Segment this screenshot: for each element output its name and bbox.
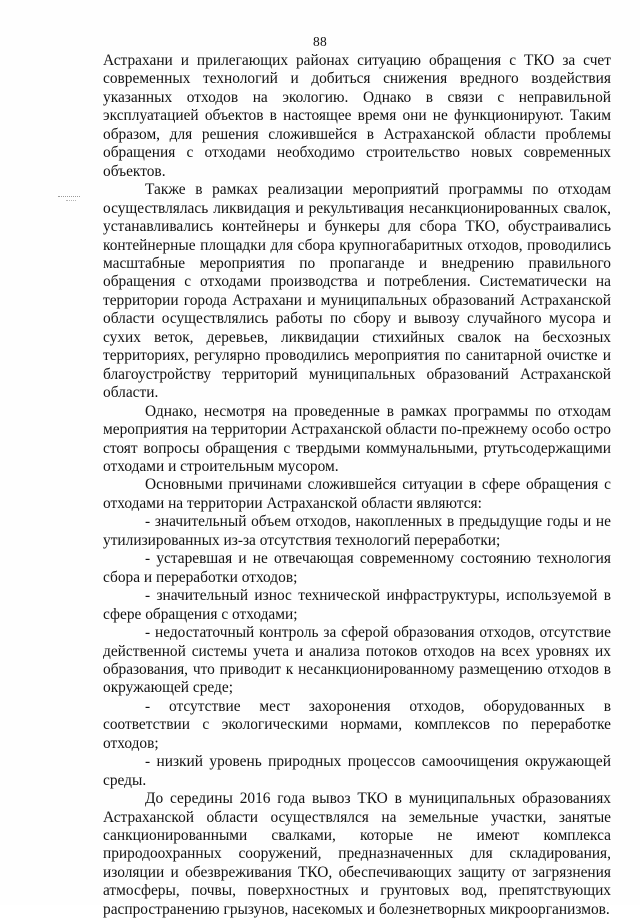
paragraph-continuation: Астрахани и прилегающих районах ситуацию обращения с ТКО за счет современных технологий и добиться снижения вредного воздействия указанных отходов на экологию. Однако в связи с неправильной эксплуатацией объектов в настоящее время они не функционируют. Таким образом, для решения сложившейся в Астраханской области проблемы обращения с отходами необходимо строительство новых современных объектов. — [103, 52, 611, 180]
paragraph-cleanup-measures: Также в рамках реализации мероприятий программы по отходам осуществлялась ликвидация и рекультивация несанкционированных свалок, устанавливались контейнеры и бункеры для сбора ТКО, обустраивались контейнерные площадки для сбора крупногабаритных отходов, проводились масштабные мероприятия по пропаганде и внедрению правильного обращения с отходами производства и потребления. Систематически на территории города Астрахани и муниципальных образований Астраханской области осуществлялись работы по сбору и вывозу случайного мусора и сухих веток, деревьев, ликвидации стихийных свалок на бесхозных территориях, регулярно проводились мероприятия по санитарной очистке и благоустройству территорий муниципальных образований Астраханской области. — [103, 181, 611, 402]
scan-margin-mark — [66, 200, 76, 202]
paragraph-main-reasons: Основными причинами сложившейся ситуации в сфере обращения с отходами на территории Астраханской области являются: — [103, 476, 611, 512]
page-number: 88 — [312, 34, 328, 49]
document-body — [103, 52, 611, 919]
list-item: - недостаточный контроль за сферой образования отходов, отсутствие действенной системы учета и анализа потоков отходов на всех уровнях их образования, что приводит к несанкционированному размещению отходов в окружающей среде; — [103, 624, 611, 697]
list-item: - значительный износ технической инфраструктуры, используемой в сфере обращения с отходами; — [103, 587, 611, 623]
list-item: - значительный объем отходов, накопленных в предыдущие годы и не утилизированных из-за отсутствия технологий переработки; — [103, 513, 611, 549]
list-item: - отсутствие мест захоронения отходов, оборудованных в соответствии с экологическими нормами, комплексов по переработке отходов; — [103, 697, 611, 752]
list-item: - низкий уровень природных процессов самоочищения окружающей среды. — [103, 753, 611, 789]
scan-margin-mark — [58, 196, 80, 198]
list-item: - устаревшая и не отвечающая современному состоянию технология сбора и переработки отходов; — [103, 550, 611, 586]
paragraph-landfills: До середины 2016 года вывоз ТКО в муниципальных образованиях Астраханской области осуществлялся на земельные участки, занятые санкционированными свалками, которые не имеют комплекса природоохранных сооружений, предназначенных для складирования, изоляции и обезвреживания ТКО, обеспечивающих защиту от загрязнения атмосферы, почвы, поверхностных и грунтовых вод, препятствующих распространению грызунов, насекомых и болезнетворных микроорганизмов. — [103, 790, 611, 918]
paragraph-acute-issues: Однако, несмотря на проведенные в рамках программы по отходам мероприятия на территории Астраханской области по-прежнему особо остро стоят вопросы обращения с твердыми коммунальными, ртутьсодержащими отходами и строительным мусором. — [103, 402, 611, 475]
